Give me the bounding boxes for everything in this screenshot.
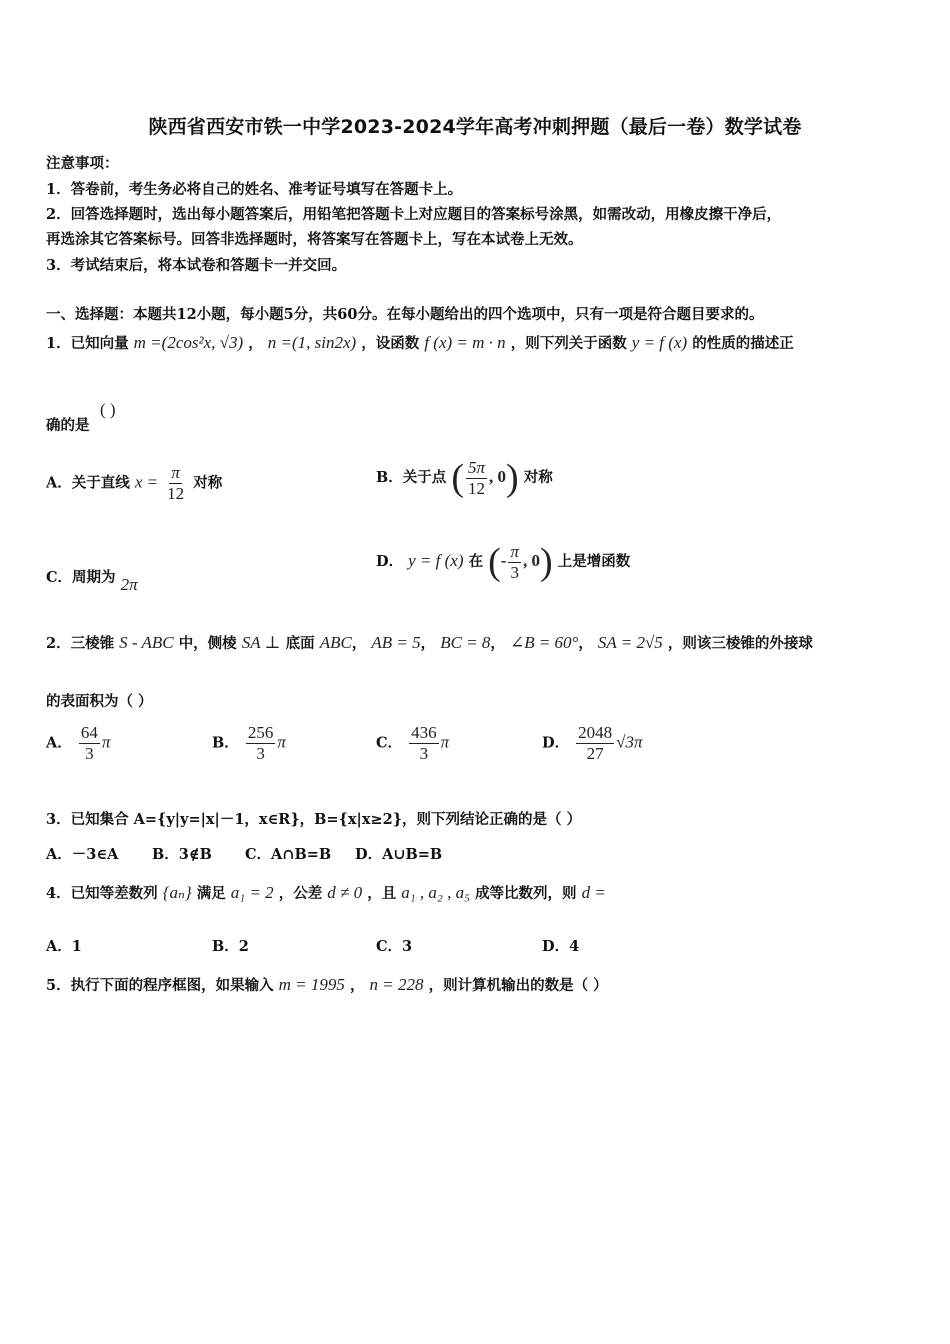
q2-option-b-label: B． [212, 734, 239, 752]
notice-item-1: 1．答卷前，考生务必将自己的姓名、准考证号填写在答题卡上。 [46, 181, 463, 198]
notice-item-3: 3．考试结束后，将本试卷和答题卡一并交回。 [46, 257, 347, 274]
q1-suffix: 的性质的描述正 [692, 335, 794, 352]
q2-option-a-fraction [79, 724, 100, 763]
q2-option-b-fraction [246, 724, 276, 763]
q2-option-c-fraction [409, 724, 439, 763]
q1-option-d-mid: 在 [468, 553, 484, 570]
q4-mid3: ，且 [367, 885, 397, 902]
q1-option-d-fraction [508, 543, 521, 582]
q1-mid: ，设函数 [361, 335, 420, 352]
q1-comma: ， [248, 335, 263, 352]
q1-option-b-suffix: 对称 [523, 469, 553, 486]
question-4 [46, 882, 606, 903]
q2-option-d [542, 724, 643, 763]
notice-item-2a: 2．回答选择题时，选出每小题答案后，用铅笔把答题卡上对应题目的答案标号涂黑，如需改动，用橡皮擦干净后， [46, 206, 782, 223]
q1-option-b-tail: , 0 [489, 467, 507, 486]
q1-vector-n: n =(1, sin2x) [267, 333, 357, 352]
q3-option-c: C．A∩B=B [245, 846, 332, 863]
q2-option-b [212, 724, 286, 763]
q2-option-c-numerator: 436 [411, 723, 437, 742]
q1-option-c [46, 566, 138, 594]
q2-option-c-pi: π [440, 732, 450, 752]
q2-option-c-denominator: 3 [419, 744, 429, 763]
q4-option-b: B．2 [212, 938, 249, 955]
q4-option-d: D．4 [542, 938, 580, 955]
q1-option-b: B．关于点 ( $\frac{5\pi}{12}$ , 0) 对称 [376, 457, 553, 499]
page-title: 陕西省西安市铁一中学2023-2024学年高考冲刺押题（最后一卷）数学试卷 [148, 116, 802, 138]
q2-option-d-tail: √3π [616, 732, 643, 752]
q2-option-c [376, 724, 449, 763]
question-5 [46, 974, 608, 995]
q4-terms: a₁ , a₂ , a₅ [401, 883, 470, 902]
q4-option-c: C．3 [376, 938, 413, 955]
notice-item-2b: 再选涂其它答案标号。回答非选择题时，将答案写在答题卡上，写在本试卷上无效。 [46, 231, 583, 248]
q2-option-a-denominator: 3 [85, 744, 94, 763]
q4-mid4: 成等比数列，则 [475, 885, 577, 902]
q1-option-a [46, 464, 222, 503]
q1-option-b-fraction [466, 459, 487, 498]
q1-vector-m: m =(2cos²x, √3) [133, 333, 244, 352]
section-heading: 一、选择题：本题共12小题，每小题5分，共60分。在每小题给出的四个选项中，只有一项是符合题目要求的。 [46, 306, 764, 323]
q2-sa: SA = 2√5 [597, 633, 663, 652]
q1-option-d-neg: - [500, 551, 507, 570]
q1-option-b-denominator: 12 [468, 478, 485, 498]
q2-pyramid: S - ABC [119, 633, 174, 652]
q4-a1: a₁ = 2 [230, 883, 274, 902]
q1-function-f: f (x) = m · n [424, 333, 506, 352]
q1-option-d-math: y = f (x) [408, 551, 464, 570]
q1-option-a-fraction [165, 464, 186, 503]
q1-option-a-denominator: 12 [167, 484, 185, 503]
q4-prefix: 4．已知等差数列 [46, 885, 158, 902]
q5-n: n = 228 [369, 975, 424, 994]
question-3: 3．已知集合 A={y|y=|x|－1，x∈R}，B={x|x≥2}，则下列结论正确的是（ ） [46, 811, 582, 828]
q1-option-a-label: A．关于直线 [46, 474, 130, 492]
q2-ab: AB = 5 [371, 633, 421, 652]
q2-base: ABC [319, 633, 352, 652]
q4-d-ne: d ≠ 0 [327, 883, 363, 902]
q4-mid2: ，公差 [278, 885, 323, 902]
q2-option-c-label: C． [376, 734, 403, 752]
q2-mid2: 底面 [285, 635, 315, 652]
q1-mid2: ，则下列关于函数 [510, 335, 627, 352]
q4-option-a: A．1 [46, 938, 82, 955]
q5-prefix: 5．执行下面的程序框图，如果输入 [46, 977, 274, 994]
q2-suffix: ，则该三棱锥的外接球 [667, 635, 813, 652]
q2-line-2: 的表面积为（ ） [46, 693, 153, 710]
q3-option-b: B．3∉B [152, 846, 212, 863]
q5-m: m = 1995 [278, 975, 345, 994]
q1-option-b-label: B．关于点 [376, 469, 447, 486]
q1-option-d-denominator: 3 [510, 562, 519, 582]
q1-option-c-label: C．周期为 [46, 569, 116, 586]
q2-option-a-numerator: 64 [80, 723, 98, 742]
q1-option-a-suffix: 对称 [193, 474, 223, 492]
q2-option-b-pi: π [277, 732, 286, 752]
q1-option-d-suffix: 上是增函数 [557, 553, 631, 570]
q1-option-a-numerator: π [171, 463, 180, 482]
q5-comma: ， [349, 977, 365, 994]
q4-d-eq: d = [581, 883, 606, 902]
q1-option-d-tail: , 0 [522, 551, 540, 570]
q2-option-a [46, 724, 110, 763]
q1-option-c-math: 2π [120, 575, 138, 594]
q3-option-a: A．－3∈A [46, 846, 119, 863]
q4-sequence: {aₙ} [162, 883, 192, 902]
q2-option-d-label: D． [542, 734, 570, 752]
q3-option-d: D．A∪B=B [355, 846, 443, 863]
q2-bc: BC = 8 [440, 633, 491, 652]
notice-heading: 注意事项： [46, 155, 119, 172]
q1-option-d-label: D． [376, 553, 404, 570]
q2-prefix: 2．三棱锥 [46, 635, 115, 652]
q1-prefix: 1．已知向量 [46, 335, 129, 352]
question-1-line-1 [46, 332, 794, 353]
q2-option-a-label: A． [46, 734, 72, 752]
q1-option-d: D． y = f (x) 在 (- $\frac{\pi}{3}$ , 0) 上是增函数 [376, 541, 631, 583]
q2-option-b-numerator: 256 [247, 723, 274, 742]
q1-answer-blank: ( ) [100, 400, 116, 419]
question-2-line-1: 2．三棱锥 S - ABC 中，侧棱 SA ⊥ 底面 ABC， AB = 5， BC = 8， ∠B = 60°， SA = 2√5 ，则该三棱锥的外接球 [46, 633, 813, 652]
q1-line-2: 确的是 [46, 417, 90, 434]
q1-option-d-numerator: π [510, 541, 519, 561]
q2-option-a-pi: π [101, 732, 111, 752]
q2-option-b-denominator: 3 [256, 744, 265, 763]
q1-function-y: y = f (x) [631, 333, 688, 352]
q1-option-a-lhs: x = [134, 472, 159, 492]
q4-mid1: 满足 [196, 885, 226, 902]
q2-option-d-fraction [576, 724, 614, 763]
q5-suffix: ，则计算机输出的数是（ ） [428, 977, 608, 994]
q2-option-d-denominator: 27 [586, 744, 604, 763]
q2-option-d-numerator: 2048 [578, 723, 613, 742]
q2-mid1: 中，侧棱 [178, 635, 237, 652]
q1-option-b-numerator: 5π [467, 457, 486, 477]
q2-angle-b: ∠B = 60° [509, 633, 579, 652]
q2-sa-perp: SA ⊥ [241, 633, 281, 652]
